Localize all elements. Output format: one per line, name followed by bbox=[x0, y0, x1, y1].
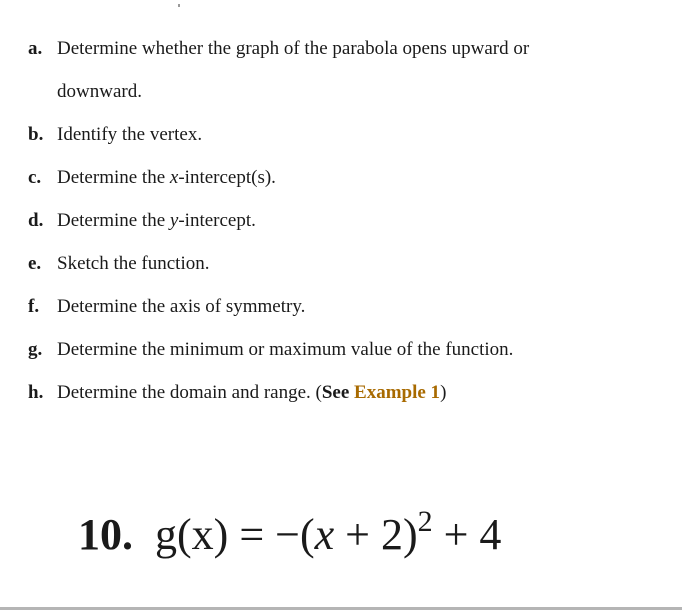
item-text-suffix: -intercept(s). bbox=[178, 167, 276, 188]
item-text-line1: Determine the minimum or maximum value of the function. bbox=[57, 339, 514, 360]
item-letter: h. bbox=[28, 382, 44, 403]
item-text-line1: Sketch the function. bbox=[57, 253, 210, 274]
item-text bbox=[57, 296, 668, 318]
item-text-line1: Determine the axis of symmetry. bbox=[57, 296, 306, 317]
item-text-line1: Determine the domain and range. ( bbox=[57, 382, 322, 403]
scan-mark bbox=[178, 4, 180, 7]
constant-term: + 4 bbox=[432, 510, 502, 559]
list-item-b bbox=[28, 124, 668, 146]
item-letter: a. bbox=[28, 38, 43, 59]
exponent: 2 bbox=[417, 505, 433, 538]
item-text bbox=[57, 339, 668, 361]
item-text bbox=[57, 38, 668, 103]
list-item-g bbox=[28, 339, 668, 361]
instruction-list bbox=[28, 38, 668, 425]
item-text-prefix: Determine the bbox=[57, 167, 170, 188]
example-1-link[interactable]: Example 1 bbox=[354, 382, 441, 403]
item-text-line2: downward. bbox=[57, 81, 142, 102]
variable-x: x bbox=[169, 167, 179, 188]
bottom-divider bbox=[0, 607, 682, 610]
equals-sign: = bbox=[228, 510, 276, 559]
item-text bbox=[57, 253, 668, 275]
list-item-d bbox=[28, 210, 668, 232]
item-text-line1: Determine whether the graph of the parabola opens upward or bbox=[57, 38, 530, 59]
closing-paren: ) bbox=[440, 382, 447, 403]
item-text-line1: Identify the vertex. bbox=[57, 124, 203, 145]
item-letter: f. bbox=[28, 296, 40, 317]
item-text bbox=[57, 210, 668, 232]
item-letter: g. bbox=[28, 339, 43, 360]
item-letter: e. bbox=[28, 253, 42, 274]
list-item-a bbox=[28, 38, 668, 103]
list-item-e bbox=[28, 253, 668, 275]
item-letter: c. bbox=[28, 167, 42, 188]
minus-open-paren: −( bbox=[275, 510, 315, 559]
item-text bbox=[57, 167, 668, 189]
item-letter: b. bbox=[28, 124, 44, 145]
item-letter: d. bbox=[28, 210, 44, 231]
exercise-number: 10. bbox=[78, 510, 133, 559]
plus-two-close: + 2) bbox=[334, 510, 418, 559]
item-text bbox=[57, 124, 668, 146]
function-name: g(x) bbox=[155, 510, 229, 559]
list-item-c bbox=[28, 167, 668, 189]
item-text-suffix: -intercept. bbox=[178, 210, 256, 231]
variable-x: x bbox=[314, 510, 335, 559]
item-text-prefix: Determine the bbox=[57, 210, 170, 231]
list-item-h bbox=[28, 382, 668, 404]
exercise-10-equation bbox=[78, 505, 502, 560]
variable-y: y bbox=[169, 210, 179, 231]
item-text bbox=[57, 382, 668, 404]
list-item-f bbox=[28, 296, 668, 318]
see-label: See bbox=[321, 382, 350, 403]
